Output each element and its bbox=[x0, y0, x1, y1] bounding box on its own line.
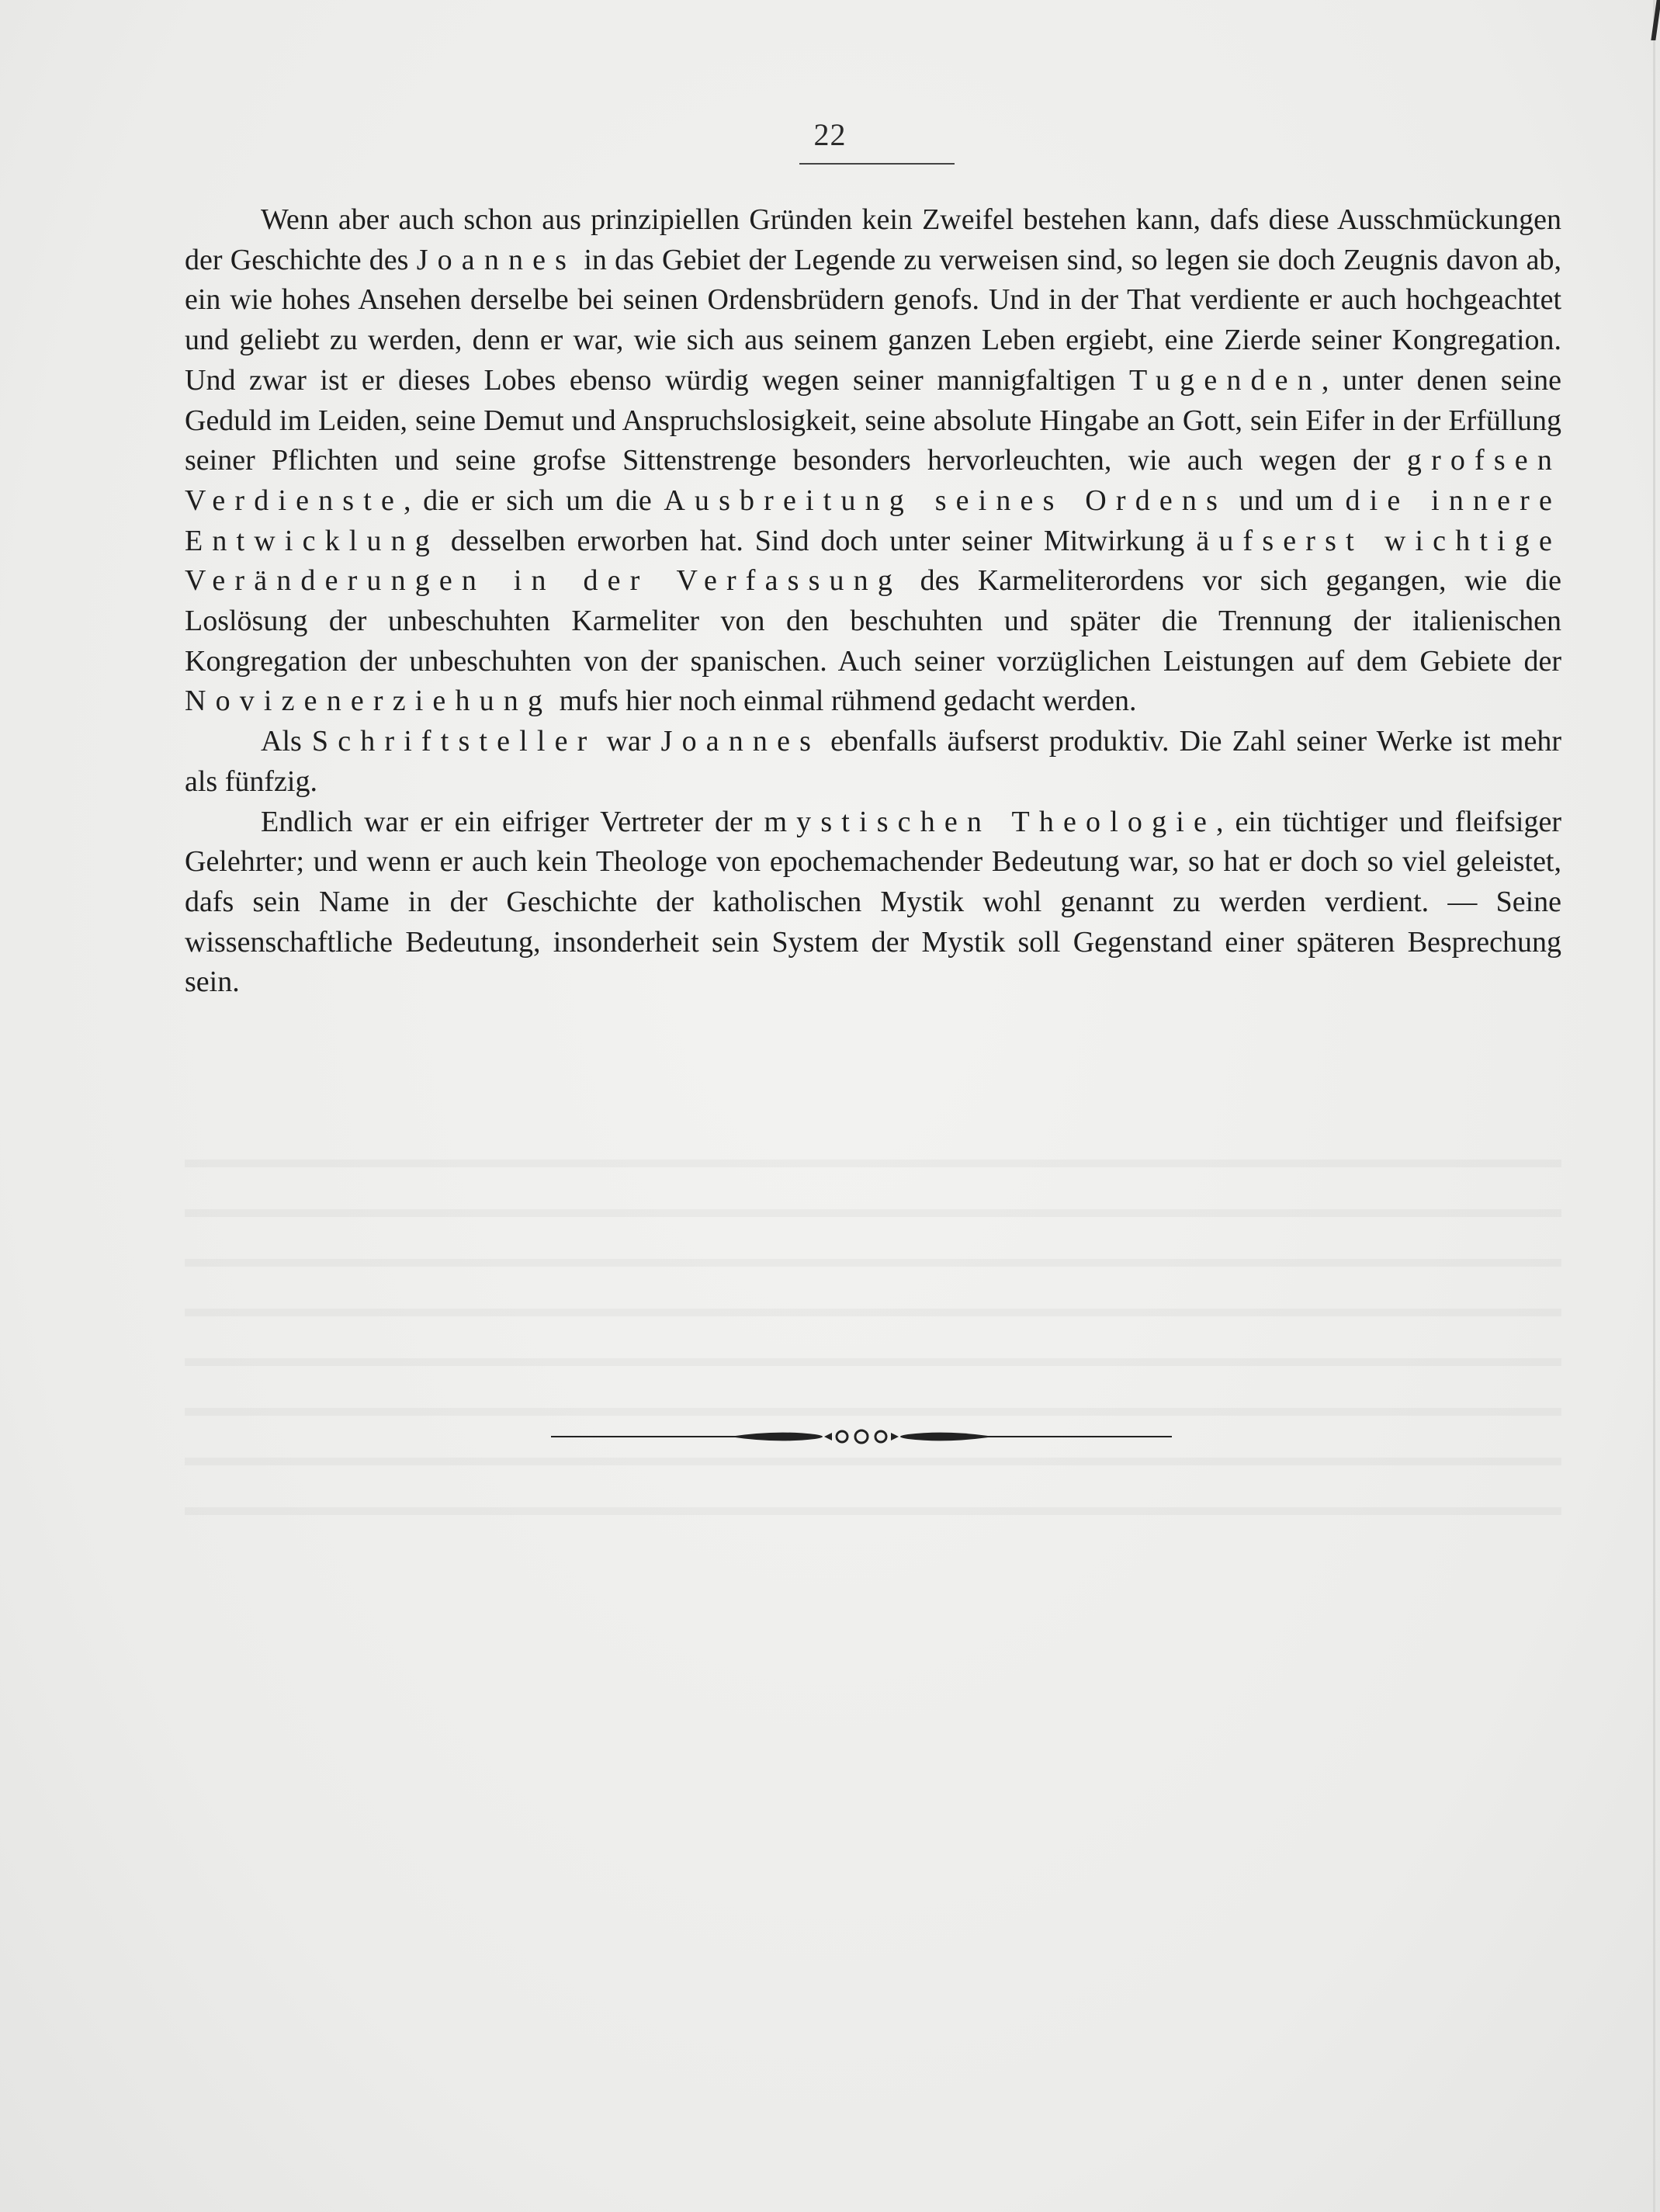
text-run: ebenfalls äufserst produktiv. Die Zahl seiner Werke ist mehr als fünfzig. bbox=[185, 725, 1561, 798]
body-text bbox=[185, 200, 1561, 1003]
spaced-emphasis: Joannes bbox=[416, 243, 577, 276]
text-run: mufs hier noch einmal rühmend gedacht werden. bbox=[552, 685, 1137, 718]
page-number: 22 bbox=[813, 117, 847, 152]
spaced-emphasis: mystischen Theologie bbox=[764, 805, 1216, 838]
page-number-rule bbox=[799, 163, 955, 165]
paragraph-1 bbox=[185, 200, 1561, 722]
text-run: und um bbox=[1227, 484, 1346, 517]
section-end-ornament bbox=[551, 1425, 1172, 1448]
spaced-emphasis: Schriftsteller bbox=[311, 725, 597, 758]
text-run: des Karmeliterordens vor sich gegangen, wie die Loslösung der unbeschuhten Karmeliter von den beschuhten und später die Trennung der italienischen Kongregation der unbeschuhten von der spanischen. Auch seiner vorzüglichen Leistungen auf dem Gebiete der bbox=[185, 564, 1561, 678]
page-edge-shadow bbox=[1653, 0, 1655, 2212]
spaced-emphasis: die innere Entwicklung bbox=[185, 484, 1562, 557]
text-run: Endlich war er ein eifriger Vertreter der bbox=[261, 805, 764, 838]
spaced-emphasis: grofsen Verdienste bbox=[185, 444, 1561, 517]
show-through-reverse-text bbox=[185, 1118, 1561, 1515]
text-run: desselben erworben hat. Sind doch unter seiner Mitwirkung bbox=[438, 524, 1197, 557]
spaced-emphasis: äufserst wichtige Veränderungen in der Verfassung bbox=[185, 524, 1561, 598]
text-run: Als bbox=[261, 725, 312, 758]
paragraph-2 bbox=[185, 722, 1561, 802]
spaced-emphasis: Novizenerziehung bbox=[185, 685, 553, 718]
text-run: in das Gebiet der Legende zu verweisen sind, so legen sie doch Zeugnis davon ab, ein wie hohes Ansehen derselbe bei seinen Ordensbrüdern genofs. Und in der That verdiente er auch hochgeachtet und geliebt zu werden, denn er war, wie sich aus seinem ganzen Leben ergiebt, eine Zierde seiner Kongregation. Und zwar ist er dieses Lobes ebenso würdig wegen seiner mannigfaltigen bbox=[185, 243, 1561, 397]
text-run: , ein tüchtiger und fleifsiger Gelehrter; und wenn er auch kein Theologe von epochemachender Bedeutung war, so hat er doch so viel geleistet, dafs sein Name in der Geschichte der katholischen Mystik wohl genannt zu werden verdient. — Seine wissenschaftliche Bedeutung, insonderheit sein System der Mystik soll Gegenstand einer späteren Besprechung sein. bbox=[185, 805, 1562, 999]
text-run: , unter denen seine Geduld im Leiden, seine Demut und Anspruchslosigkeit, seine absolute Hingabe an Gott, sein Eifer in der Erfüllung seiner Pflichten und seine grofse Sittenstrenge besonders hervorleuchten, wie auch wegen der bbox=[185, 363, 1561, 477]
paragraph-3 bbox=[185, 803, 1561, 1004]
text-run: , die er sich um die bbox=[404, 484, 664, 517]
text-run: Wenn aber auch schon aus prinzipiellen Gründen kein Zweifel bestehen kann, dafs diese Ausschmückungen der Geschichte des bbox=[185, 203, 1561, 276]
spaced-emphasis: Ausbreitung seines Ordens bbox=[664, 484, 1228, 517]
spaced-emphasis: Joannes bbox=[660, 725, 821, 758]
spaced-emphasis: Tugenden bbox=[1128, 363, 1322, 397]
text-run: war bbox=[596, 725, 661, 758]
